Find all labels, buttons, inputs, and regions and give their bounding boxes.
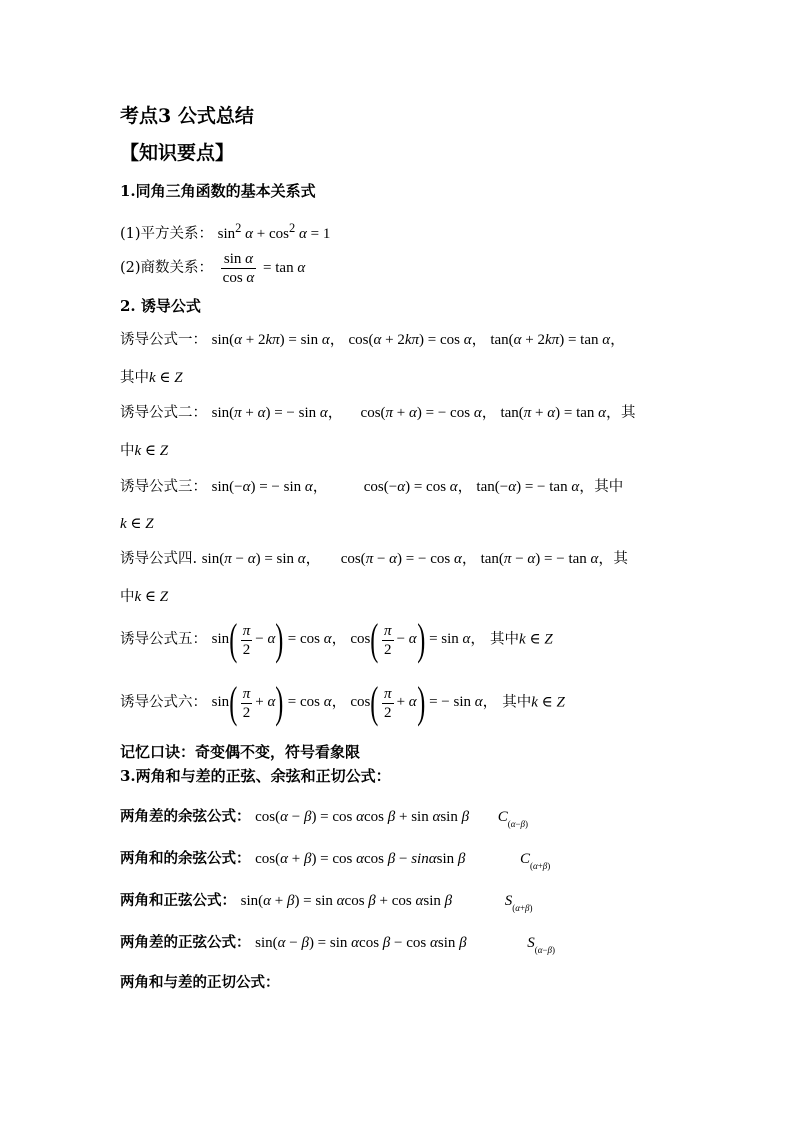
induction-formula-4: 诱导公式四. sin(π − α) = sin α， cos(π − α) = − cos α， tan(π − α) = − tan α，其: [120, 551, 628, 567]
where-label: 其中: [502, 694, 532, 711]
induction-formula-5: 诱导公式五： sin( $\frac{\pi}{2}$ − α) = cos α， cos( $\frac{\pi}{2}$ − α) = sin α， 其中k ∈ Z: [120, 615, 553, 664]
page-title: 考点3 公式总结: [120, 105, 254, 127]
quotient-relation: (2)商数关系： $\frac{\text{sin α}}{\text{cos α}}$ = tan α: [120, 251, 306, 286]
induction-4-where: 中k ∈ Z: [120, 589, 169, 605]
induction-2-label: 诱导公式二：: [120, 405, 207, 421]
heading-induction: 2. 诱导公式: [120, 297, 201, 315]
tan-sum-difference-label: 两角和与差的正切公式：: [120, 974, 280, 991]
induction-1-where: 其中k ∈ Z: [120, 370, 183, 386]
where-label: 其中: [490, 631, 520, 648]
cos-difference-label: 两角差的余弦公式：: [120, 808, 251, 825]
sin-sum-formula: 两角和正弦公式： sin(α + β) = sin αcos β + cos αsin β $S_{(\alpha+\beta)}$: [120, 892, 533, 913]
induction-5-label: 诱导公式五：: [120, 631, 207, 648]
sin-difference-formula: 两角差的正弦公式： sin(α − β) = sin αcos β − cos αsin β $S_{(\alpha-\beta)}$: [120, 934, 556, 955]
heading-basic-relations: 1.同角三角函数的基本关系式: [120, 182, 316, 200]
induction-formula-1: 诱导公式一： sin(α + 2kπ) = sin α， cos(α + 2kπ) = cos α， tan(α + 2kπ) = tan α，: [120, 332, 626, 348]
induction-2-where: 中k ∈ Z: [120, 443, 169, 459]
where-label: 其中: [120, 370, 149, 386]
square-relation-label: (1)平方关系：: [120, 226, 214, 242]
induction-3-label: 诱导公式三：: [120, 479, 207, 495]
cos-sum-label: 两角和的余弦公式：: [120, 850, 251, 867]
induction-4-label: 诱导公式四.: [120, 551, 198, 567]
sin-difference-label: 两角差的正弦公式：: [120, 934, 251, 951]
sin-sum-label: 两角和正弦公式：: [120, 892, 236, 909]
square-relation: (1)平方关系： $\sin^2 \alpha + \cos^2 \alpha = 1$: [120, 221, 331, 242]
induction-3-where: k ∈ Z: [120, 516, 154, 532]
induction-6-label: 诱导公式六：: [120, 694, 207, 711]
induction-1-label: 诱导公式一：: [120, 332, 207, 348]
cos-sum-formula: 两角和的余弦公式： cos(α + β) = cos αcos β − sinαsin β $C_{(\alpha+\beta)}$: [120, 850, 551, 871]
induction-formula-2: 诱导公式二： sin(π + α) = − sin α， cos(π + α) = − cos α， tan(π + α) = tan α，其: [120, 405, 636, 421]
induction-formula-3: 诱导公式三： sin(−α) = − sin α， cos(−α) = cos α， tan(−α) = − tan α，其中: [120, 479, 624, 495]
mnemonic: 记忆口诀：奇变偶不变，符号看象限: [120, 743, 361, 761]
tan-sum-difference-heading: [120, 973, 280, 993]
induction-formula-6: 诱导公式六： sin( $\frac{\pi}{2}$ + α) = cos α， cos( $\frac{\pi}{2}$ + α) = − sin α， 其中k ∈ Z: [120, 678, 565, 727]
section-heading: 【知识要点】: [120, 142, 235, 164]
quotient-relation-label: (2)商数关系：: [120, 259, 214, 276]
heading-sum-difference: 3.两角和与差的正弦、余弦和正切公式：: [120, 767, 391, 785]
cos-difference-formula: 两角差的余弦公式： cos(α − β) = cos αcos β + sin αsin β $C_{(\alpha-\beta)}$: [120, 808, 529, 829]
